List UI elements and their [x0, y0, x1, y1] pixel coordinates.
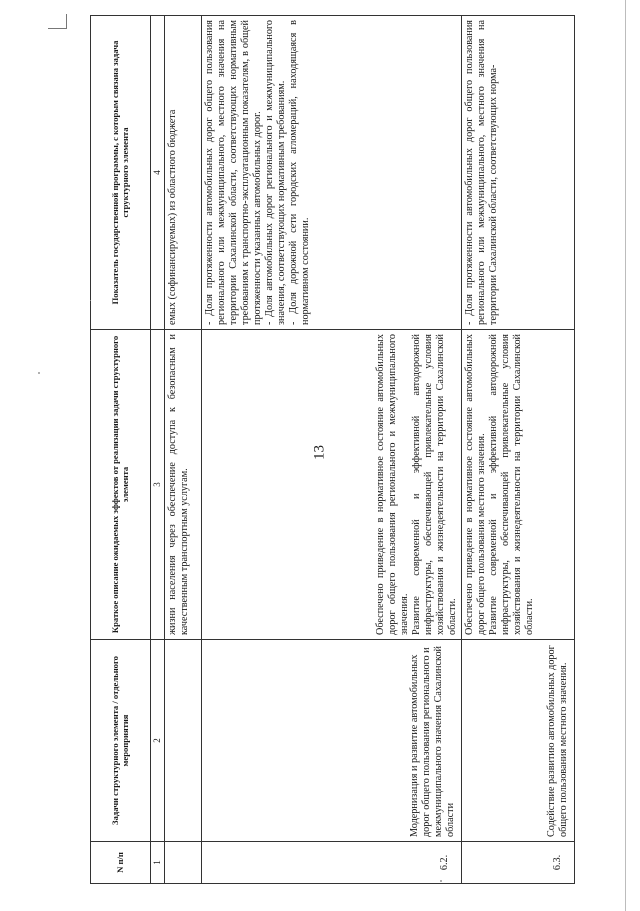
- row-number: [165, 842, 202, 884]
- program-tasks-table: [90, 15, 575, 884]
- indicator-paragraph: - Доля дорожной сети городских агломераций, находящаяся в нормативном состоянии.: [288, 20, 312, 325]
- header-row: [91, 16, 151, 884]
- indicators-cell: [462, 16, 575, 330]
- task-cell: [165, 640, 202, 842]
- table-row: [462, 16, 575, 884]
- scan-speck: [38, 372, 40, 374]
- indicator-paragraph: - Доля протяженности автомобильных дорог общего пользования регионального или межмуниципального, местного значения на территории Сахалинской области, соответствующих норма-: [464, 20, 500, 325]
- row-number: 6.3.: [462, 842, 575, 884]
- indicator-paragraph: емых (софинансируемых) из областного бюджета: [167, 109, 178, 325]
- indicator-paragraph: - Доля автомобильных дорог регионального и межмуниципального значения, соответствующих нормативным требованиям.: [264, 20, 288, 325]
- effects-cell: [462, 330, 575, 640]
- indicators-cell: [165, 16, 202, 330]
- column-number: 3: [151, 330, 165, 640]
- indicator-paragraph: - Доля протяженности автомобильных дорог общего пользования регионального или межмуниципального, местного значения на территории Сахалинской области, соответствующих нормативным требованиям к транспортно-эксплуатационным показателям, в общей протяженности указанных автомобильных дорог.: [204, 20, 264, 325]
- effect-paragraph: Обеспечено приведение в нормативное состояние автомобильных дорог общего пользования местного значения.: [464, 334, 488, 635]
- row-number: 6.2.: [202, 842, 462, 884]
- effect-paragraph: Развитие современной и эффективной автодорожной инфраструктуры, обеспечивающей привлекательные условия хозяйствования и жизнедеятельности на территории Сахалинской области.: [410, 334, 458, 635]
- effect-paragraph: жизни населения через обеспечение доступа к безопасным и качественным транспортным услугам.: [167, 334, 191, 635]
- header-num: N п/п: [91, 842, 151, 884]
- header-task: Задачи структурного элемента / отдельного мероприятия: [91, 640, 151, 842]
- task-cell: Модернизация и развитие автомобильных дорог общего пользования регионального и межмуниципального значения Сахалинской области: [202, 640, 462, 842]
- table-row: [165, 16, 202, 884]
- effect-paragraph: Развитие современной и эффективной автодорожной инфраструктуры, обеспечивающей привлекательные условия хозяйствования и жизнедеятельности на территории Сахалинской области.: [488, 334, 536, 635]
- page-number: 13: [311, 445, 328, 460]
- scan-speck: [440, 880, 442, 882]
- task-cell: Содействие развитию автомобильных дорог общего пользования местного значения.: [462, 640, 575, 842]
- header-effects: Краткое описание ожидаемых эффектов от реализации задачи структурного элемента: [91, 330, 151, 640]
- indicators-cell: [202, 16, 462, 330]
- column-number: 4: [151, 16, 165, 330]
- header-indicator: Показатель государственной программы, с которым связана задача структурного элемента: [91, 16, 151, 330]
- table-row: [202, 16, 462, 884]
- effects-cell: [202, 330, 462, 640]
- column-number: 1: [151, 842, 165, 884]
- effects-cell: [165, 330, 202, 640]
- column-number: 2: [151, 640, 165, 842]
- effect-paragraph: Обеспечено приведение в нормативное состояние автомобильных дорог общего пользования регионального и межмуниципального значения.: [374, 334, 410, 635]
- column-number-row: [151, 16, 165, 884]
- scan-speck: [90, 300, 91, 301]
